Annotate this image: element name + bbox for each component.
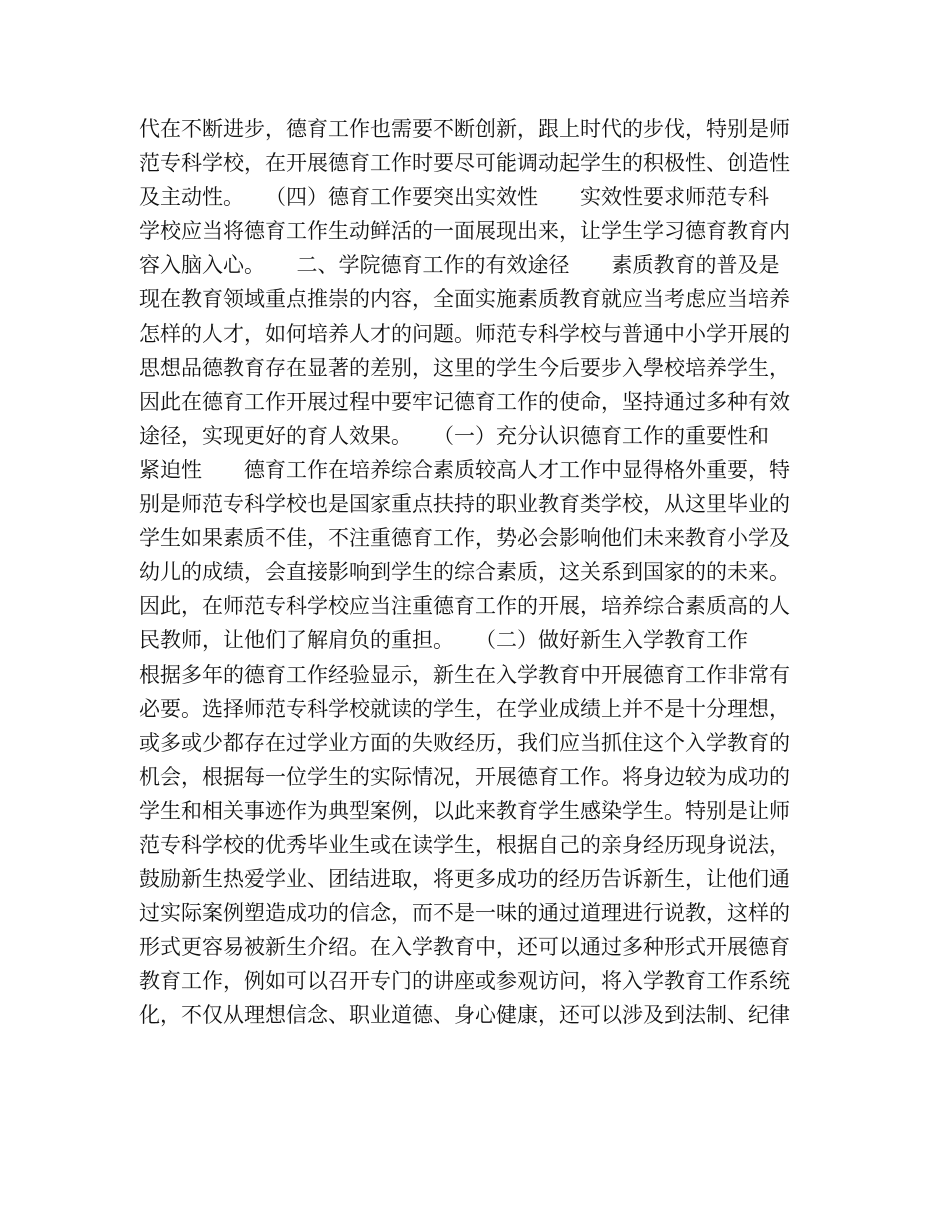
- text-line: 范专科学校，在开展德育工作时要尽可能调动起学生的积极性、创造性: [139, 151, 790, 176]
- text-line: 民教师，让他们了解肩负的重担。 （二）做好新生入学教育工作: [139, 628, 748, 653]
- text-line: 过实际案例塑造成功的信念，而不是一味的通过道理进行说教，这样的: [139, 901, 790, 926]
- text-line: 学生和相关事迹作为典型案例，以此来教育学生感染学生。特别是让师: [139, 798, 790, 823]
- text-line: 学生如果素质不佳，不注重德育工作，势必会影响他们未来教育小学及: [139, 526, 790, 551]
- text-line: 思想品德教育存在显著的差别，这里的学生今后要步入學校培养学生，: [139, 355, 790, 380]
- text-line: 紧迫性 德育工作在培养综合素质较高人才工作中显得格外重要，特: [139, 457, 790, 482]
- text-line: 鼓励新生热爱学业、团结进取，将更多成功的经历告诉新生，让他们通: [139, 867, 790, 892]
- text-line: 幼儿的成绩，会直接影响到学生的综合素质，这关系到国家的的未来。: [139, 560, 790, 585]
- text-line: 因此在德育工作开展过程中要牢记德育工作的使命，坚持通过多种有效: [139, 389, 790, 414]
- text-line: 途径，实现更好的育人效果。 （一）充分认识德育工作的重要性和: [139, 423, 769, 448]
- body-text: [139, 112, 819, 1033]
- text-line: 代在不断进步，德育工作也需要不断创新，跟上时代的步伐，特别是师: [139, 117, 790, 141]
- text-line: 或多或少都存在过学业方面的失败经历，我们应当抓住这个入学教育的: [139, 730, 790, 755]
- text-line: 别是师范专科学校也是国家重点扶持的职业教育类学校，从这里毕业的: [139, 492, 790, 517]
- text-line: 化，不仅从理想信念、职业道德、身心健康，还可以涉及到法制、纪律: [139, 1003, 790, 1028]
- text-line: 范专科学校的优秀毕业生或在读学生，根据自己的亲身经历现身说法，: [139, 832, 790, 857]
- text-line: 容入脑入心。 二、学院德育工作的有效途径 素质教育的普及是: [139, 253, 780, 278]
- text-line: 机会，根据每一位学生的实际情况，开展德育工作。将身边较为成功的: [139, 764, 790, 789]
- text-line: 现在教育领域重点推崇的内容，全面实施素质教育就应当考虑应当培养: [139, 287, 790, 312]
- text-line: 必要。选择师范专科学校就读的学生，在学业成绩上并不是十分理想，: [139, 696, 790, 721]
- text-line: 及主动性。 （四）德育工作要突出实效性 实效性要求师范专科: [139, 185, 769, 210]
- text-line: 因此，在师范专科学校应当注重德育工作的开展，培养综合素质高的人: [139, 594, 790, 619]
- text-line: 学校应当将德育工作生动鲜活的一面展现出来，让学生学习德育教育内: [139, 219, 790, 244]
- text-line: 形式更容易被新生介绍。在入学教育中，还可以通过多种形式开展德育: [139, 935, 790, 960]
- text-line: 怎样的人才，如何培养人才的问题。师范专科学校与普通中小学开展的: [139, 321, 790, 346]
- text-line: 根据多年的德育工作经验显示，新生在入学教育中开展德育工作非常有: [139, 662, 790, 687]
- text-line: 教育工作，例如可以召开专门的讲座或参观访问，将入学教育工作系统: [139, 969, 790, 994]
